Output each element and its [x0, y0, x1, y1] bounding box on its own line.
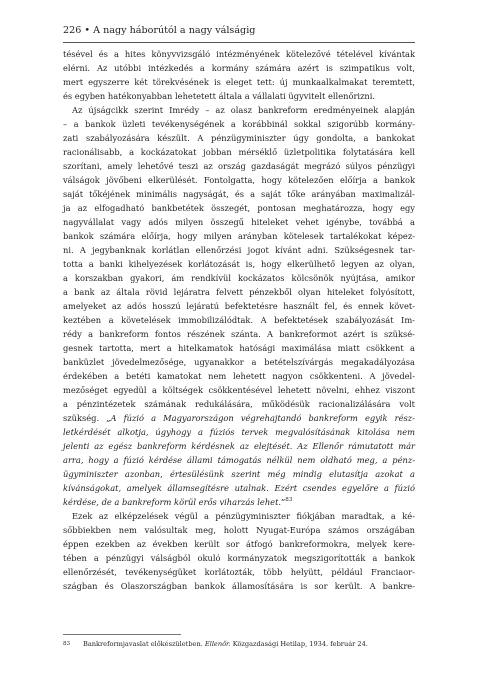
text-line: nagyvállalat vagy adós milyen összegű hiteleket vehet igénybe, továbbá a: [63, 217, 415, 227]
text-line: a korszakban gyakori, ám rendkívül kockázatos kölcsönök nyújtása, amikor: [63, 273, 415, 283]
text-line: gesnek tartotta, mert a hitelkamatok hatósági maximálása miatt csökkent a: [63, 343, 415, 353]
page-number: 226: [63, 25, 82, 36]
text-line: a bank az általa rövid lejáratra felvett pénzekből olyan hiteleket folyósított,: [63, 287, 415, 297]
text-line: szágban és Olaszországban bankok államosítására is sor került. A bankre-: [63, 581, 415, 591]
text-line: Ezek az elképzelések végül a pénzügyminiszter fiókjában maradtak, a ké-: [72, 511, 415, 521]
text-line: elérni. Az utóbbi intézkedés a kormány számára azért is szimpatikus volt,: [63, 63, 415, 73]
text-line: [63, 495, 415, 509]
footnote-text-after: Közgazdasági Hetilap, 1934. február 24.: [230, 640, 368, 648]
text-line: érdekében a betéti kamatokat nem lehetett nagyon csökkenteni. A jövedel-: [63, 371, 415, 381]
text-line: a pénzintézetek számának redukálására, működésük racionalizálására volt: [63, 399, 415, 409]
text-line: válságok jövőbeni elkerülését. Fontolgatta, hogy kötelezően előírja a bankok: [63, 175, 415, 185]
text-line: kívánságokat, amelyek államsegítésre utalnak. Ezért csendes egyelőre a fúzió: [63, 483, 415, 493]
text-line: ni. A jegybanknak korlátlan ellenőrzési jogot kívánt adni. Szükségesnek tar-: [63, 245, 415, 255]
running-head: [63, 25, 415, 37]
footnote: [63, 640, 415, 649]
text-line: keztében a követelések immobilizálódtak. A befektetések szabályozását Im-: [63, 315, 415, 325]
quote-close: ”: [281, 497, 286, 507]
footnote-number: 83: [63, 641, 71, 647]
text-line: bankok számára előírja, hogy milyen arányban kötelesek tartalékokat képez-: [63, 231, 415, 241]
text-line: mert egyszerre két törekvésének is eleget tett: új munkaalkalmakat teremtett,: [63, 77, 415, 87]
text-line: [63, 411, 415, 425]
text-line: zati szabályozására készült. A pénzügyminiszter úgy gondolta, a bankokat: [63, 133, 415, 143]
footnote-ref: 83: [285, 497, 293, 504]
footnote-text-before: Bankreformjavaslat előkészületben.: [83, 640, 205, 648]
text-line: jelenti az egész bankreform kérdésnek az elejtését. Az Ellenőr rámutatott már: [63, 441, 415, 451]
text-line: amelyeket az adós hosszú lejáratú befektetésre használt fel, és ennek követ-: [63, 301, 415, 311]
text-line: ügyminiszter azonban, értesülésünk szerint még mindig elutasítja azokat a: [63, 469, 415, 479]
body-text: [63, 47, 415, 593]
text-line: saját tőkéjének minimális nagyságát, és a saját tőke arányában maximalizál-: [63, 189, 415, 199]
text-line: mezőséget egyedül a költségek csökkentésével lehetett növelni, ehhez viszont: [63, 385, 415, 395]
text-line: éppen ezekben az években került sor átfogó bankreformokra, melyek kere-: [63, 539, 415, 549]
text-line: és egyben hatékonyabban lehetetett általa a vállalati ügyvitelt ellenőrizni.: [63, 91, 376, 101]
text-line: totta a banki kihelyezések korlátozását is, hogy elkerülhető legyen az olyan,: [63, 259, 415, 269]
book-page: [63, 0, 415, 676]
text-line: szorítani, amely lehetővé teszi az ország gazdaságát megrázó súlyos pénzügyi: [63, 161, 415, 171]
text-line: letkérdését alkotja, úgyhogy a fúziós tervek megvalósításának kitolása nem: [63, 427, 415, 437]
text-line: arra, hogy a fúzió kérdése állami támogatás nélkül nem oldható meg, a pénz-: [63, 455, 415, 465]
footnote-source: Ellenőr.: [204, 640, 231, 648]
text-line: sőbbiekben nem valósultak meg, holott Nyugat-Európa számos országában: [63, 525, 415, 535]
quote-text: „A fúzió a Magyarországon végrehajtandó bankreform egyik rész-: [106, 413, 415, 423]
header-bullet: •: [84, 25, 91, 36]
text-line: banküzlet jövedelmezősége, ugyanakkor a betételszívárgás megakadályozása: [63, 357, 415, 367]
quote-text: kérdése, de a bankreform körül erős viharzás lehet.: [63, 497, 282, 507]
header-rule: [63, 42, 415, 43]
text-line: racionálisabb, a kockázatokat jobban mérséklő üzletpolitika folytatására kell: [63, 147, 415, 157]
text-line: – a bankok üzleti tevékenységének a korábbinál sokkal szigorúbb kormány-: [63, 119, 415, 129]
text-line: tében a pénzügyi válságból okuló kormányzatok megszigorították a bankok: [63, 553, 415, 563]
quote-lead: szükség.: [63, 413, 107, 423]
text-line: Az újságcikk szerint Imrédy – az olasz bankreform eredményeinek alapján: [72, 105, 415, 115]
text-line: tésével és a hites könyvvizsgáló intézményének kötelezővé tételével kívántak: [63, 49, 415, 59]
book-title: A nagy háborútól a nagy válságig: [93, 25, 256, 36]
text-line: ja az elfogadható bankbetétek összegét, pontosan meghatározza, hogy egy: [63, 203, 415, 213]
footnote-rule: [63, 634, 181, 635]
text-line: rédy a bankreform fontos részének szánta. A bankreformot azért is szüksé-: [63, 329, 415, 339]
text-line: ellenőrzését, tevékenységüket korlátozták, több helyütt, például Franciaor-: [63, 567, 415, 577]
